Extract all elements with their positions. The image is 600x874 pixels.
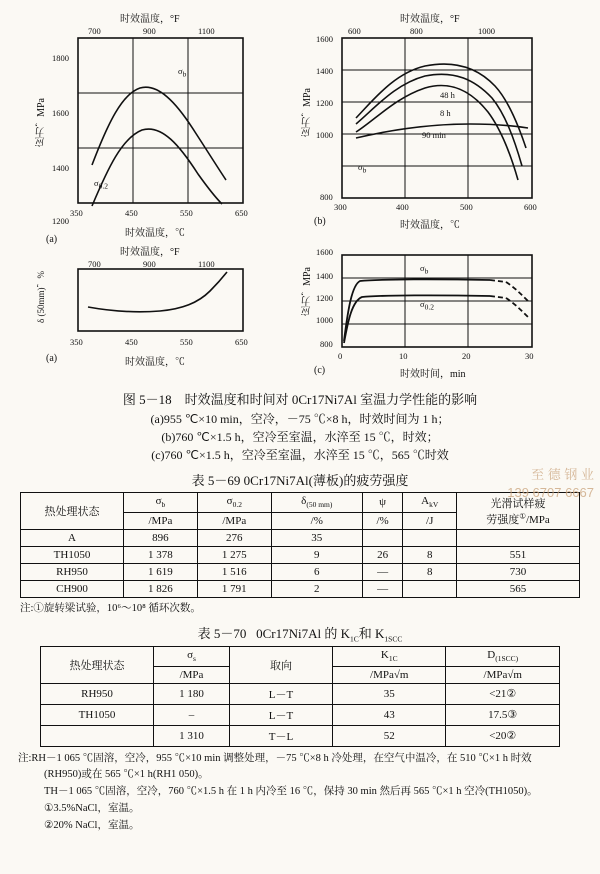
figure-number: 图 5－18 [122, 392, 172, 407]
chart-b-top-tick-800: 800 [410, 26, 423, 36]
table70-note-1: 注:RH－1 065 ℃固溶，空冷，955 ℃×10 min 调整处理，－75 ℃×8 h 冷处理，在空气中温冷，在 510 ℃×1 h 时效 [18, 752, 532, 764]
chart-a-top [30, 10, 280, 255]
chart-b-panel-label: (b) [314, 216, 326, 227]
chart-c-xtick-10: 10 [399, 351, 408, 361]
table70-note-5: ②20% NaCl，室温。 [44, 819, 140, 831]
table-header-row [21, 493, 580, 513]
chart-a-bottom [30, 243, 280, 388]
t69-r1-c5: 8 [403, 547, 457, 564]
th-unit-mpa-1: /MPa [124, 512, 198, 529]
t69-r1-c3: 9 [271, 547, 362, 564]
t70-r0-c0: RH950 [41, 683, 154, 704]
chart-a-top-tick-700: 700 [88, 26, 101, 36]
chart-c-ytick-1600: 1600 [316, 247, 333, 257]
chart-a-top-series-sigma02: $\sigma_{0.2}$ [94, 178, 108, 191]
table70-note-4: ①3.5%NaCl，室温。 [44, 803, 140, 815]
chart-b-annot-8h: 8 h [440, 108, 451, 118]
chart-b-ytick-800: 800 [320, 192, 333, 202]
table70-title: 表 5－70 0Cr17Ni7Al 的 $K_{1C}$和 $K_{1SCC}$ [197, 625, 403, 644]
t69-r0-c5 [403, 530, 457, 547]
th-sigma-b: $\sigma_b$ [124, 493, 198, 513]
t69-r2-c3: 6 [271, 564, 362, 581]
th-delta: $\delta_{(50 mm)}$ [271, 493, 362, 513]
chart-b-xtick-600: 600 [524, 202, 537, 212]
chart-b [300, 10, 580, 240]
figure-charts [0, 0, 600, 390]
table-row [21, 564, 580, 581]
chart-a-bottom-tick-700: 700 [88, 259, 101, 269]
t70-r1-c3: 43 [333, 704, 446, 725]
th-unit-mpa-2: /MPa [197, 512, 271, 529]
chart-c-xtick-20: 20 [462, 351, 471, 361]
chart-a-bottom-tick-1100: 1100 [198, 259, 215, 269]
t70-r0-c2: L－T [230, 683, 333, 704]
th-akv: $A_{kV}$ [403, 493, 457, 513]
th-psi: ψ [362, 493, 403, 513]
chart-a-bottom-ylabel: δ (50mm)，% [36, 271, 46, 323]
th-heat-treatment: 热处理状态 [21, 493, 124, 530]
chart-a-bottom-tick-900: 900 [143, 259, 156, 269]
th-unit-pct-2: /% [362, 512, 403, 529]
t69-r2-c0: RH950 [21, 564, 124, 581]
chart-b-top-tick-1000: 1000 [478, 26, 495, 36]
t69-r0-c0: A [21, 530, 124, 547]
chart-c [300, 243, 580, 393]
chart-a-bottom-xtick-550: 550 [180, 337, 193, 347]
t69-r3-c6: 565 [457, 581, 580, 598]
chart-b-ytick-1400: 1400 [316, 66, 333, 76]
table69-title: 表 5－69 0Cr17Ni7Al(薄板)的疲劳强度 [191, 473, 409, 489]
t69-r1-c4: 26 [362, 547, 403, 564]
chart-b-ytick-1600: 1600 [316, 34, 333, 44]
watermark-line1: 至 德 钢 业 [531, 467, 594, 482]
th-unit-pct-1: /% [271, 512, 362, 529]
t70-r0-c3: 35 [333, 683, 446, 704]
table70-note-2: (RH950)或在 565 ℃×1 h(RH1 050)。 [44, 769, 209, 781]
t70-r1-c2: L－T [230, 704, 333, 725]
th70-unit-d1scc: /MPa√m [446, 666, 560, 683]
table-row [41, 704, 560, 725]
table70-note-3: TH－1 065 ℃固溶，空冷，760 ℃×1.5 h 在 1 h 内冷至 16 ℃，保持 30 min 然后再 565 ℃×1 h 空冷(TH1050)。 [44, 786, 538, 798]
table-row [21, 581, 580, 598]
t70-r2-c2: T－L [230, 725, 333, 746]
chart-c-panel-label: (c) [314, 365, 326, 376]
th70-k1c: $K_{1C}$ [333, 647, 446, 666]
chart-b-xlabel: 时效温度，℃ [400, 220, 460, 231]
chart-a-bottom-xlabel: 时效温度，℃ [125, 357, 185, 368]
t69-r1-c2: 1 275 [197, 547, 271, 564]
t69-r0-c3: 35 [271, 530, 362, 547]
t69-r2-c4: — [362, 564, 403, 581]
chart-c-ytick-1400: 1400 [316, 271, 333, 281]
chart-a-bottom-axis-title: 时效温度，°F [120, 247, 180, 258]
t69-r2-c5: 8 [403, 564, 457, 581]
th70-orientation: 取向 [230, 647, 333, 683]
table-row [21, 547, 580, 564]
t69-r0-c4 [362, 530, 403, 547]
table-row [41, 683, 560, 704]
t70-r1-c1: – [154, 704, 230, 725]
chart-a-top-axis-title: 时效温度，°F [120, 14, 180, 25]
t70-r2-c3: 52 [333, 725, 446, 746]
chart-b-annot-90min: 90 min [422, 130, 446, 140]
t69-r3-c1: 1 826 [124, 581, 198, 598]
chart-c-ytick-1200: 1200 [316, 293, 333, 303]
chart-a-top-xtick-450: 450 [125, 208, 138, 218]
table-row [21, 530, 580, 547]
chart-a-top-ytick-1400: 1400 [52, 163, 69, 173]
t69-r3-c4: — [362, 581, 403, 598]
chart-c-ytick-1000: 1000 [316, 315, 333, 325]
chart-b-ytick-1000: 1000 [316, 130, 333, 140]
chart-a-bottom-xtick-350: 350 [70, 337, 83, 347]
table-row [41, 725, 560, 746]
t70-r0-c1: 1 180 [154, 683, 230, 704]
chart-c-xlabel: 时效时间，min [400, 369, 466, 380]
chart-c-xtick-0: 0 [338, 351, 343, 361]
table70-notes [18, 751, 600, 835]
t70-r1-c4: 17.5③ [446, 704, 560, 725]
t69-r3-c5 [403, 581, 457, 598]
chart-c-ytick-800: 800 [320, 339, 333, 349]
t70-r2-c0 [41, 725, 154, 746]
chart-a-bottom-xtick-450: 450 [125, 337, 138, 347]
t69-r0-c6 [457, 530, 580, 547]
t70-r1-c0: TH1050 [41, 704, 154, 725]
chart-a-top-series-sigmab: $\sigma_b$ [178, 66, 187, 79]
chart-c-annot-sigmab: $\sigma_b$ [420, 263, 429, 276]
figure-note-c: (c)760 ℃×1.5 h，空冷至室温，水淬至 15 ℃，565 ℃时效 [151, 448, 449, 463]
chart-a-top-xtick-550: 550 [180, 208, 193, 218]
t69-r2-c6: 730 [457, 564, 580, 581]
chart-b-top-tick-600: 600 [348, 26, 361, 36]
watermark-line2: 139 6707 6667 [507, 485, 594, 501]
figure-note-a: (a)955 ℃×10 min，空冷，－75 ℃×8 h，时效时间为 1 h； [150, 412, 450, 427]
th-sigma-02: $\sigma_{0.2}$ [197, 493, 271, 513]
chart-a-bottom-xtick-650: 650 [235, 337, 248, 347]
chart-b-xtick-300: 300 [334, 202, 347, 212]
table69-note: 注:①旋转梁试验，10⁶～10⁸ 循环次数。 [20, 603, 201, 615]
chart-b-ytick-1200: 1200 [316, 98, 333, 108]
figure-title: 时效温度和时间对 0Cr17Ni7Al 室温力学性能的影响 [184, 392, 478, 407]
chart-c-ylabel: 应力，MPa [302, 267, 313, 316]
chart-a-top-xtick-350: 350 [70, 208, 83, 218]
th70-heat-treatment: 热处理状态 [41, 647, 154, 683]
figure-caption-title [0, 390, 600, 410]
t69-r1-c1: 1 378 [124, 547, 198, 564]
table-5-69 [20, 492, 580, 598]
chart-a-top-xtick-650: 650 [235, 208, 248, 218]
watermark [507, 466, 594, 502]
chart-b-annot-48h: 48 h [440, 90, 455, 100]
chart-b-xtick-400: 400 [396, 202, 409, 212]
figure-caption [0, 390, 600, 464]
chart-c-annot-sigma02: $\sigma_{0.2}$ [420, 299, 434, 312]
t69-r0-c1: 896 [124, 530, 198, 547]
t69-r1-c6: 551 [457, 547, 580, 564]
chart-a-top-tick-1100: 1100 [198, 26, 215, 36]
chart-b-top-axis-title: 时效温度，°F [400, 14, 460, 25]
th70-d1scc: $D_{(1SCC)}$ [446, 647, 560, 666]
t69-r3-c0: CH900 [21, 581, 124, 598]
th70-unit-mpa: /MPa [154, 666, 230, 683]
t70-r2-c4: <20② [446, 725, 560, 746]
chart-a-top-xlabel: 时效温度，℃ [125, 228, 185, 239]
th-fatigue: 光滑试样疲 劳强度①/MPa [457, 493, 580, 530]
t69-r2-c1: 1 619 [124, 564, 198, 581]
chart-b-xtick-500: 500 [460, 202, 473, 212]
chart-c-xtick-30: 30 [525, 351, 534, 361]
table-5-70 [40, 646, 560, 746]
t69-r2-c2: 1 516 [197, 564, 271, 581]
t69-r0-c2: 276 [197, 530, 271, 547]
chart-b-annot-sigmab: $\sigma_b$ [358, 162, 367, 175]
t69-r1-c0: TH1050 [21, 547, 124, 564]
chart-a-top-ytick-1600: 1600 [52, 108, 69, 118]
chart-a-top-ytick-1200: 1200 [52, 216, 69, 226]
chart-a-top-tick-900: 900 [143, 26, 156, 36]
table-header-row [41, 647, 560, 666]
chart-b-ylabel: 应力，MPa [302, 88, 313, 137]
chart-a-bottom-panel-label: (a) [46, 353, 58, 364]
chart-a-top-ylabel: 应力，MPa [36, 98, 47, 147]
chart-a-top-panel-label: (a) [46, 234, 58, 245]
th70-sigma-s: $\sigma_s$ [154, 647, 230, 666]
chart-a-top-ytick-1800: 1800 [52, 53, 69, 63]
figure-note-b: (b)760 ℃×1.5 h，空冷至室温，水淬至 15 ℃，时效； [161, 430, 439, 445]
t70-r0-c4: <21② [446, 683, 560, 704]
th70-unit-k1c: /MPa√m [333, 666, 446, 683]
t69-r3-c2: 1 791 [197, 581, 271, 598]
t69-r3-c3: 2 [271, 581, 362, 598]
t70-r2-c1: 1 310 [154, 725, 230, 746]
th-unit-j: /J [403, 512, 457, 529]
